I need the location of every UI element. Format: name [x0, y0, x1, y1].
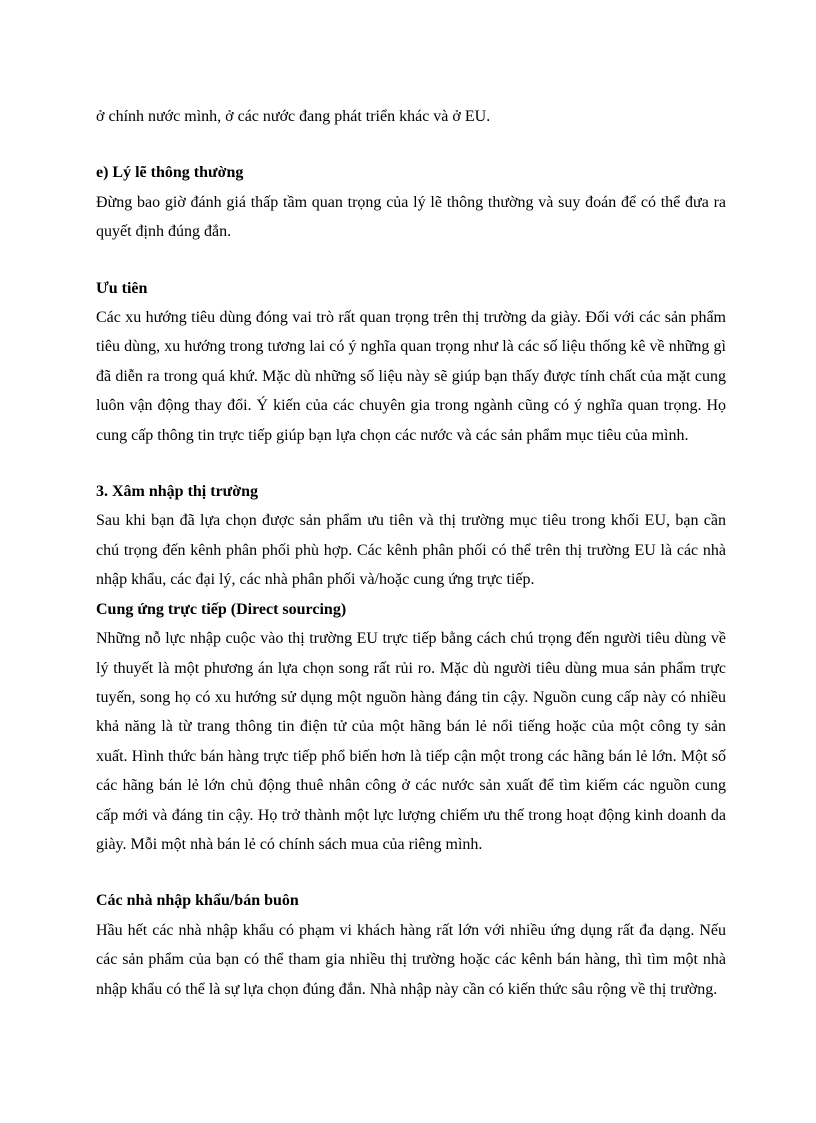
- section-direct-heading: Cung ứng trực tiếp (Direct sourcing): [96, 600, 347, 618]
- page-content: [96, 102, 726, 1004]
- section-direct-body: Những nỗ lực nhập cuộc vào thị trường EU trực tiếp bằng cách chú trọng đến người tiêu dùng về lý thuyết là một phương án lựa chọn song rất rủi ro. Mặc dù người tiêu dùng mua sản phẩm trực tuyến, song họ có xu hướng sử dụng một nguồn hàng đáng tin cậy. Nguồn cung cấp này có nhiều khả năng là từ trang thông tin điện tử của một hãng bán lẻ nổi tiếng hoặc của một công ty sản xuất. Hình thức bán hàng trực tiếp phổ biến hơn là tiếp cận một trong các hãng bán lẻ lớn. Một số các hãng bán lẻ lớn chủ động thuê nhân công ở các nước sản xuất để tìm kiếm các nguồn cung cấp mới và đáng tin cậy. Họ trở thành một lực lượng chiếm ưu thế trong hoạt động kinh doanh da giày. Mỗi một nhà bán lẻ có chính sách mua của riêng mình.: [96, 630, 726, 853]
- section-3-body: Sau khi bạn đã lựa chọn được sản phẩm ưu tiên và thị trường mục tiêu trong khối EU, bạn cần chú trọng đến kênh phân phối phù hợp. Các kênh phân phối có thể trên thị trường EU là các nhà nhập khẩu, các đại lý, các nhà phân phối và/hoặc cung ứng trực tiếp.: [96, 512, 726, 589]
- spacer: [96, 247, 726, 274]
- intro-paragraph: ở chính nước mình, ở các nước đang phát triển khác và ở EU.: [96, 108, 491, 125]
- section-3-heading: 3. Xâm nhập thị trường: [96, 483, 259, 501]
- section-uutien-body: Các xu hướng tiêu dùng đóng vai trò rất quan trọng trên thị trường da giày. Đối với các sản phẩm tiêu dùng, xu hướng trong tương lai có ý nghĩa quan trọng như là các số liệu thống kê về những gì đã diễn ra trong quá khứ. Mặc dù những số liệu này sẽ giúp bạn thấy được tính chất của mặt cung luôn vận động thay đổi. Ý kiến của các chuyên gia trong ngành cũng có ý nghĩa quan trọng. Họ cung cấp thông tin trực tiếp giúp bạn lựa chọn các nước và các sản phẩm mục tiêu của mình.: [96, 309, 726, 444]
- spacer: [96, 131, 726, 158]
- section-uutien-heading: Ưu tiên: [96, 279, 148, 297]
- section-e-heading: e) Lý lẽ thông thường: [96, 164, 244, 182]
- section-importers-body: Hầu hết các nhà nhập khẩu có phạm vi khách hàng rất lớn với nhiều ứng dụng rất đa dạng. Nếu các sản phẩm của bạn có thể tham gia nhiều thị trường hoặc các kênh bán hàng, thì tìm một nhà nhập khẩu có thể là sự lựa chọn đúng đắn. Nhà nhập này cần có kiến thức sâu rộng về thị trường.: [96, 921, 726, 998]
- spacer: [96, 450, 726, 477]
- spacer: [96, 859, 726, 886]
- section-e-body: Đừng bao giờ đánh giá thấp tầm quan trọng của lý lẽ thông thường và suy đoán để có thể đưa ra quyết định đúng đắn.: [96, 193, 726, 241]
- section-importers-heading: Các nhà nhập khẩu/bán buôn: [96, 892, 299, 910]
